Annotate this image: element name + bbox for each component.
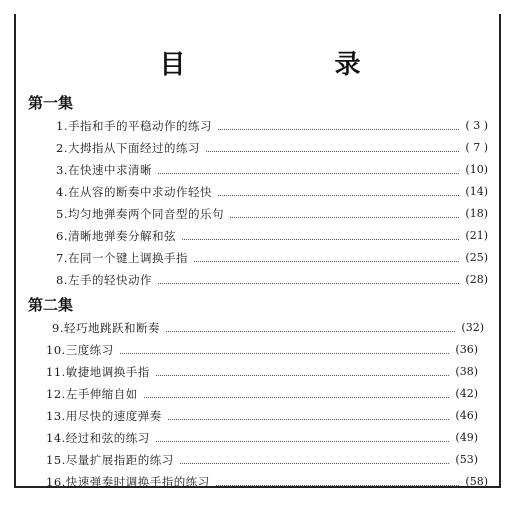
toc-entry-label: 10.三度练习 (46, 343, 114, 357)
leader-dots (156, 375, 450, 376)
toc-entry-page: (25) (465, 251, 488, 264)
section-heading-1: 第一集 (28, 94, 74, 112)
toc-entry[interactable] (46, 341, 478, 359)
toc-entry-page: (49) (455, 431, 478, 444)
leader-dots (158, 283, 459, 284)
toc-entry-page: (32) (461, 321, 484, 334)
toc-entry-label: 4.在从容的断奏中求动作轻快 (56, 185, 212, 199)
leader-dots (230, 217, 459, 218)
toc-entry[interactable] (46, 385, 478, 403)
leader-dots (206, 151, 459, 152)
toc-entry[interactable] (52, 319, 484, 337)
toc-entry-label: 11.敏捷地调换手指 (46, 365, 150, 379)
leader-dots (144, 397, 450, 398)
toc-entry[interactable] (46, 407, 478, 425)
toc-entry-page: (46) (455, 409, 478, 422)
toc-entry-page: (53) (455, 453, 478, 466)
leader-dots (194, 261, 459, 262)
toc-entry[interactable] (46, 451, 478, 469)
toc-entry-page: (10) (465, 163, 488, 176)
toc-entry-label: 3.在快速中求清晰 (56, 163, 152, 177)
toc-entry[interactable] (46, 429, 478, 447)
toc-title: 目 录 (159, 50, 431, 80)
toc-entry-label: 14.经过和弦的练习 (46, 431, 150, 445)
toc-entry-page: (36) (455, 343, 478, 356)
toc-entry[interactable] (56, 117, 488, 135)
toc-entry-label: 5.均匀地弹奏两个同音型的乐句 (56, 207, 224, 221)
toc-entry-page: (42) (455, 387, 478, 400)
toc-entry-page: ( 3 ) (465, 119, 488, 132)
toc-entry[interactable] (56, 271, 488, 289)
toc-entry-label: 9.轻巧地跳跃和断奏 (52, 321, 160, 335)
leader-dots (166, 331, 455, 332)
toc-entry-page: (18) (465, 207, 488, 220)
toc-entry-label: 7.在同一个键上调换手指 (56, 251, 188, 265)
toc-entry-label: 16.快速弹奏时调换手指的练习 (46, 475, 210, 489)
toc-entry[interactable] (46, 473, 488, 491)
leader-dots (156, 441, 450, 442)
leader-dots (182, 239, 459, 240)
toc-entry-page: (58) (465, 475, 488, 488)
toc-entry-page: (14) (465, 185, 488, 198)
toc-entry[interactable] (56, 205, 488, 223)
section-heading-2: 第二集 (28, 296, 74, 314)
leader-dots (180, 463, 450, 464)
leader-dots (218, 195, 459, 196)
toc-entry-label: 12.左手伸缩自如 (46, 387, 138, 401)
leader-dots (218, 129, 459, 130)
leader-dots (158, 173, 459, 174)
toc-entry[interactable] (56, 227, 488, 245)
toc-entry[interactable] (56, 249, 488, 267)
toc-entry-label: 2.大拇指从下面经过的练习 (56, 141, 200, 155)
leader-dots (216, 485, 460, 486)
toc-entry[interactable] (56, 139, 488, 157)
toc-entry[interactable] (56, 161, 488, 179)
leader-dots (120, 353, 450, 354)
toc-entry[interactable] (46, 363, 478, 381)
leader-dots (168, 419, 450, 420)
toc-entry-page: (38) (455, 365, 478, 378)
toc-entry-page: (21) (465, 229, 488, 242)
toc-entry-page: (28) (465, 273, 488, 286)
toc-entry-page: ( 7 ) (465, 141, 488, 154)
toc-entry-label: 13.用尽快的速度弹奏 (46, 409, 162, 423)
toc-entry-label: 15.尽量扩展指距的练习 (46, 453, 174, 467)
toc-entry-label: 1.手指和手的平稳动作的练习 (56, 119, 212, 133)
toc-entry-label: 8.左手的轻快动作 (56, 273, 152, 287)
toc-entry-label: 6.清晰地弹奏分解和弦 (56, 229, 176, 243)
toc-entry[interactable] (56, 183, 488, 201)
